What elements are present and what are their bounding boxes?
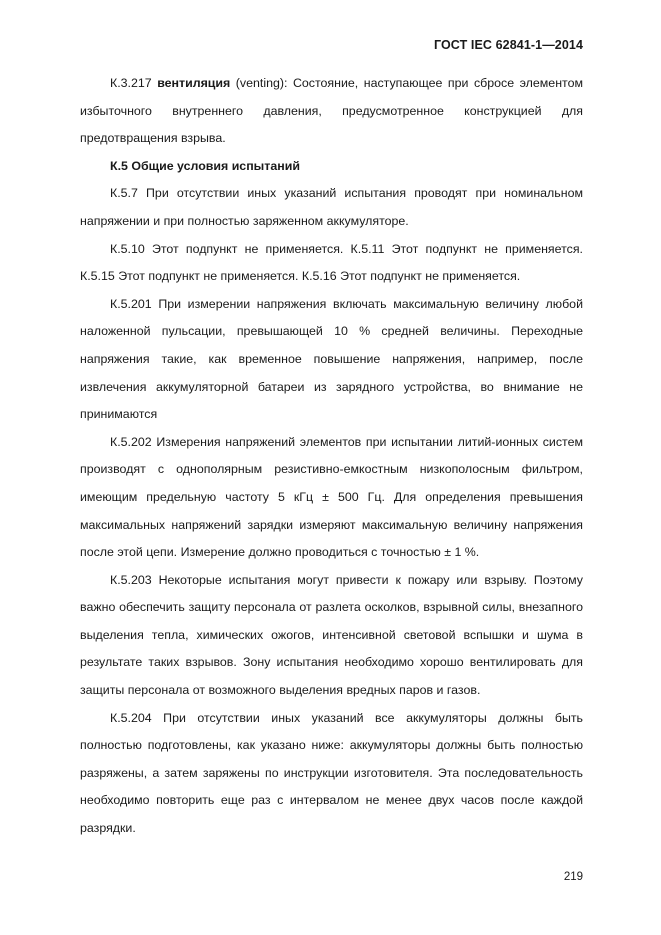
paragraph-k3217 <box>80 70 583 153</box>
clause-number: К.3.217 <box>110 76 152 90</box>
standard-header: ГОСТ IEC 62841-1—2014 <box>433 38 583 52</box>
paragraph-k55202: К.5.202 Измерения напряжений элементов при испытании литий-ионных систем производят с однополярным резистивно-емкостным низкополосным фильтром, имеющим предельную частоту 5 кГц ± 500 Гц. Для определения превышения максимальных напряжений зарядки измеряют максимальную величину напряжения после этой цепи. Измерение должно проводиться с точностью ± 1 %. <box>80 434 583 560</box>
page-number: 219 <box>563 871 583 883</box>
definition-text: (venting): Состояние, наступающее при сбросе элементом избыточного внутреннего давления, предусмотренное конструкцией для предотвращения взрыва. <box>80 76 583 146</box>
paragraph-k55204: К.5.204 При отсутствии иных указаний все аккумуляторы должны быть полностью подготовлены, как указано ниже: аккумуляторы должны быть полностью разряжены, а затем заряжены по инструкции изготовителя. Эта последовательность необходимо повторить еще раз с интервалом не менее двух часов после каждой разрядки. <box>80 710 583 836</box>
section-heading-k5: К.5 Общие условия испытаний <box>110 158 300 173</box>
paragraph-k55201: К.5.201 При измерении напряжения включать максимальную величину любой наложенной пульсации, превышающей 10 % средней величины. Переходные напряжения такие, как временное повышение напряжения, например, после извлечения аккумуляторной батареи из зарядного устройства, во внимание не принимаются <box>80 296 583 422</box>
defined-term: вентиляция <box>157 76 231 90</box>
paragraph-k557: К.5.7 При отсутствии иных указаний испытания проводят при номинальном напряжении и при полностью заряженном аккумуляторе. <box>80 186 583 228</box>
paragraph-k55203: К.5.203 Некоторые испытания могут привести к пожару или взрыву. Поэтому важно обеспечить защиту персонала от разлета осколков, взрывной силы, внезапного выделения тепла, химических ожогов, интенсивной световой вспышки и шума в результате таких взрывов. Зону испытания необходимо хорошо вентилировать для защиты персонала от возможного выделения вредных паров и газов. <box>80 572 583 698</box>
paragraph-k5510: К.5.10 Этот подпункт не применяется. К.5.11 Этот подпункт не применяется. К.5.15 Этот подпункт не применяется. К.5.16 Этот подпункт не применяется. <box>80 241 583 284</box>
document-body <box>80 70 583 843</box>
